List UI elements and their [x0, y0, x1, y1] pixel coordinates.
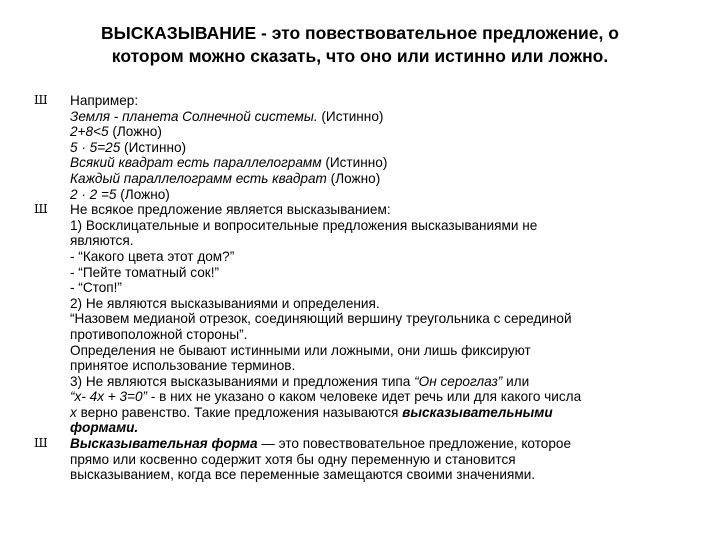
- exclamation-example: - “Пейте томатный сок!”: [70, 264, 220, 280]
- examples-intro: Например:: [70, 93, 139, 108]
- text-line: являются.: [70, 233, 134, 249]
- bullet-marker-icon: Ш: [34, 202, 48, 217]
- example-line: 2 · 2 =5 (Ложно): [70, 186, 170, 202]
- exclamation-example: - “Стоп!”: [70, 280, 122, 296]
- text-line: x верно равенство. Такие предложения называются высказывательными: [70, 404, 553, 420]
- example-line: 5 · 5=25 (Истинно): [70, 139, 187, 155]
- bullet-non-statements: [34, 202, 694, 436]
- bullet-marker-icon: Ш: [34, 436, 48, 451]
- example-line: Всякий квадрат есть параллелограмм (Истинно): [70, 155, 388, 171]
- definition-example: “Назовем медианой отрезок, соединяющий вершину треугольника с серединой: [70, 311, 572, 327]
- text-line: формами.: [70, 420, 139, 436]
- example-line: Земля - планета Солнечной системы. (Истинно): [70, 108, 384, 124]
- bullet-definition: [34, 436, 694, 483]
- title-line-2: котором можно сказать, что оно или истинно или ложно.: [111, 46, 609, 66]
- text-line: прямо или косвенно содержит хотя бы одну переменную и становится: [70, 451, 516, 467]
- example-line: Каждый параллелограмм есть квадрат (Ложно): [70, 170, 381, 186]
- definition-example: противоположной стороны”.: [70, 326, 248, 342]
- defined-term: Высказывательная форма: [70, 436, 258, 452]
- bullet-examples: [34, 93, 694, 202]
- title-line-1: ВЫСКАЗЫВАНИЕ - это повествовательное предложение, о: [101, 23, 619, 43]
- slide-title: [40, 22, 680, 68]
- text-line: Высказывательная форма — это повествовательное предложение, которое: [70, 436, 572, 452]
- text-line: 1) Восклицательные и вопросительные предложения высказываниями не: [70, 217, 538, 233]
- bullet-marker-icon: Ш: [34, 93, 48, 107]
- text-line: высказыванием, когда все переменные замещаются своими значениями.: [70, 467, 536, 483]
- question-example: - “Какого цвета этот дом?”: [70, 248, 235, 264]
- text-line: “x- 4x + 3=0” - в них не указано о каком человеке идет речь или для какого числа: [70, 389, 582, 405]
- example-line: 2+8<5 (Ложно): [70, 124, 162, 140]
- text-line: принятое использование терминов.: [70, 358, 296, 374]
- text-line: 3) Не являются высказываниями и предложения типа “Он сероглаз” или: [70, 373, 530, 389]
- text-line: 2) Не являются высказываниями и определения.: [70, 295, 380, 311]
- slide-body: [34, 93, 694, 483]
- non-statements-intro: Не всякое предложение является высказыванием:: [70, 202, 391, 218]
- text-line: Определения не бывают истинными или ложными, они лишь фиксируют: [70, 342, 531, 358]
